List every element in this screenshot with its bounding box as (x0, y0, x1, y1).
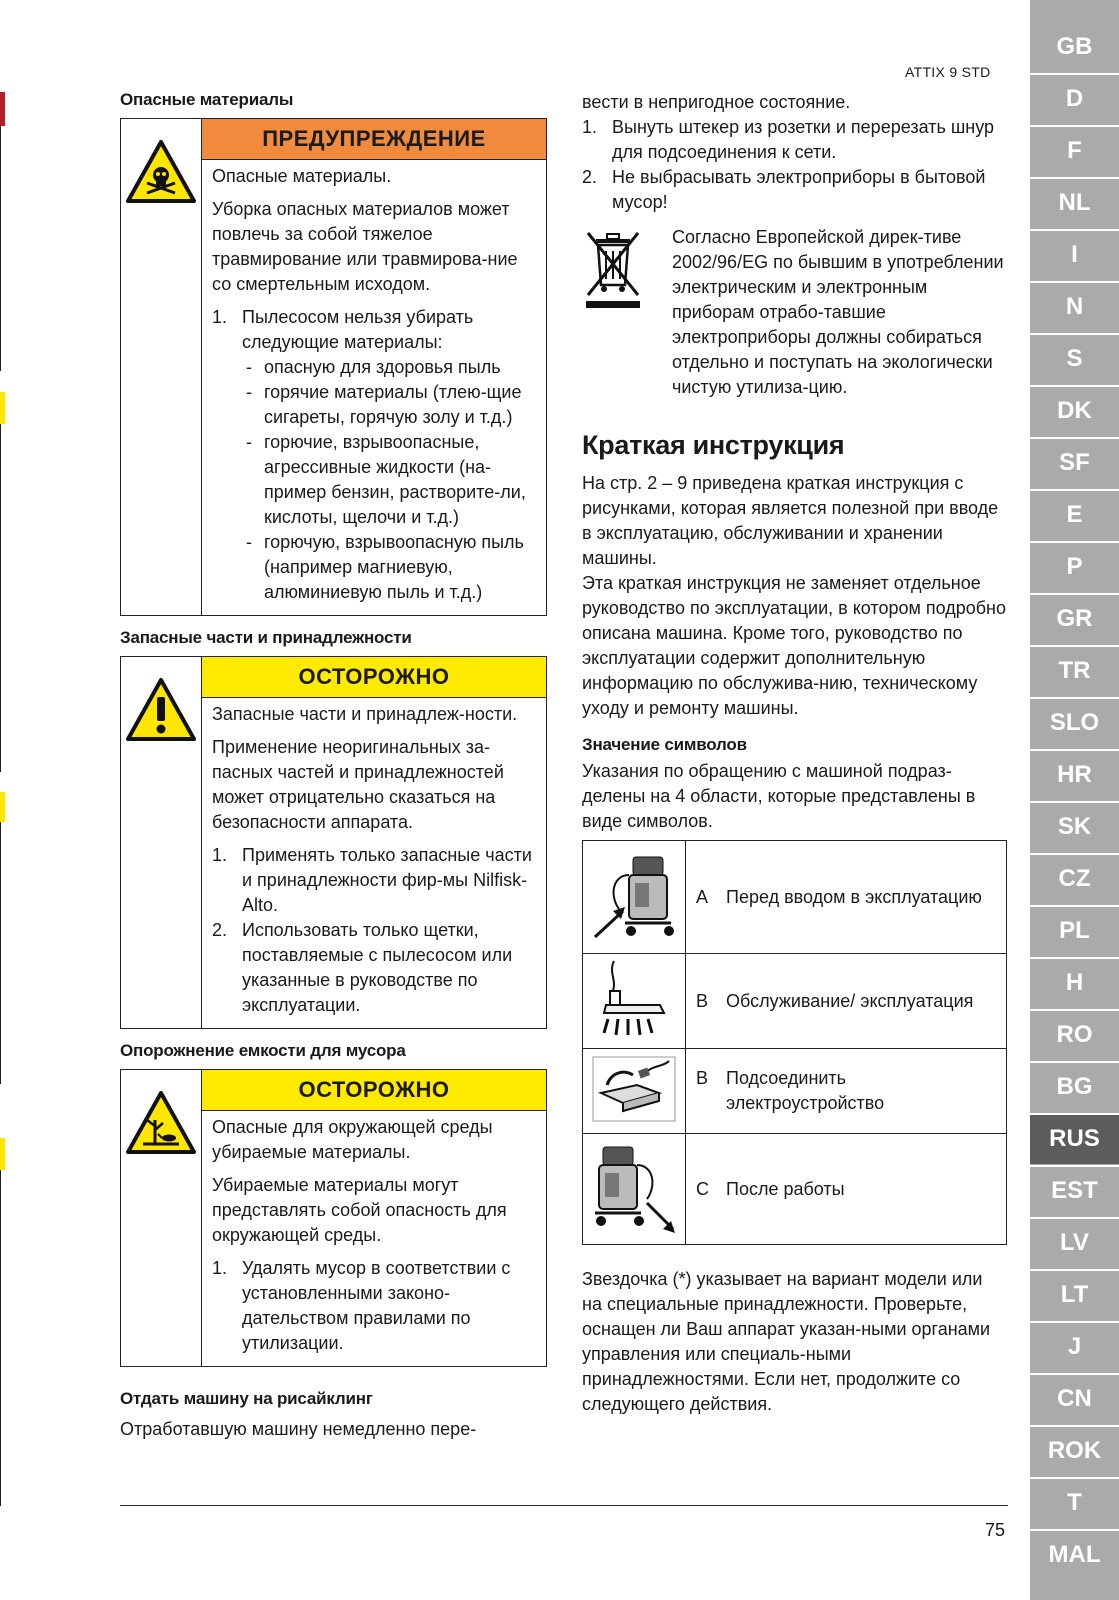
table-row (583, 1049, 1007, 1134)
body-text: принадлежностями. Если нет, продолжите со следующего действия. (582, 1369, 961, 1414)
warning-box (120, 118, 547, 616)
edge-line (0, 126, 1, 371)
environment-hazard-icon (125, 1090, 197, 1156)
section-subtitle: Запасные части и принадлежности (120, 628, 412, 647)
symbol-text-cell (686, 1134, 1007, 1245)
step-text: Использовать только щетки, поставляемые с пылесосом или указанные в руководстве по эксплуатации. (242, 920, 513, 1015)
language-tab-separator (1030, 1009, 1119, 1011)
language-tab-separator (1030, 1269, 1119, 1271)
left-column (120, 90, 547, 1442)
language-tab-mal[interactable]: MAL (1048, 1541, 1101, 1568)
language-tab-separator (1030, 801, 1119, 803)
step-text: Не выбрасывать электроприборы в бытовой мусор! (612, 167, 986, 212)
list-item: - горячие материалы (тлею-щие сигареты, горячую золу и т.д.) (242, 380, 536, 430)
language-tab-nl[interactable]: NL (1058, 189, 1091, 216)
language-tab-separator (1030, 1477, 1119, 1479)
language-tab-separator (1030, 229, 1119, 231)
language-tab-gb[interactable]: GB (1056, 33, 1093, 60)
language-tab-i[interactable]: I (1071, 241, 1078, 268)
language-tab-cz[interactable]: CZ (1058, 865, 1091, 892)
language-tab-separator (1030, 1061, 1119, 1063)
language-tab-separator (1030, 333, 1119, 335)
symbol-icon-cell (583, 841, 686, 954)
symbols-table (582, 840, 1007, 1245)
symbol-icon-cell (583, 954, 686, 1049)
caution-signal-word: ОСТОРОЖНО (202, 1070, 546, 1111)
table-row (583, 954, 1007, 1049)
body-text: На стр. 2 – 9 приведена краткая инструкция с рисунками, которая является полезной при вводе в эксплуатацию, обслуживании и хранении машины. (582, 473, 999, 568)
symbol-description: После работы (726, 1178, 845, 1199)
list-item: - опасную для здоровья пыль (242, 355, 536, 380)
language-tab-est[interactable]: EST (1051, 1177, 1098, 1204)
language-tab-j[interactable]: J (1067, 1333, 1082, 1360)
language-tab-s[interactable]: S (1066, 345, 1083, 372)
weee-notice (582, 225, 1007, 400)
language-tab-separator (1030, 853, 1119, 855)
language-tab-d[interactable]: D (1065, 85, 1084, 112)
step-text: Вынуть штекер из розетки и перерезать шнур для подсоединения к сети. (612, 117, 995, 162)
step-item (212, 305, 536, 605)
edge-mark (0, 92, 5, 126)
body-text: Звездочка (*) указывает на вариант модели или на специальные принадлежности. Проверьте, оснащен ли Ваш аппарат указан-ными органами управления или специаль-ными (582, 1269, 991, 1364)
warning-text: Опасные для окружающей среды убираемые материалы. (212, 1117, 493, 1162)
language-tab-n[interactable]: N (1065, 293, 1084, 320)
section-subtitle: Отдать машину на рисайклинг (120, 1389, 373, 1408)
language-tab-cn[interactable]: CN (1057, 1385, 1092, 1412)
warning-text: Убираемые материалы могут представлять собой опасность для окружающей среды. (212, 1175, 507, 1245)
language-tab-gr[interactable]: GR (1056, 605, 1093, 632)
language-tab-h[interactable]: H (1065, 969, 1084, 996)
symbol-text-cell (686, 954, 1007, 1049)
language-tab-p[interactable]: P (1066, 553, 1083, 580)
language-tab-hr[interactable]: HR (1057, 761, 1092, 788)
toxic-hazard-icon (125, 139, 197, 205)
language-tab-ro[interactable]: RO (1056, 1021, 1093, 1048)
language-tab-f[interactable]: F (1067, 137, 1082, 164)
floor-nozzle-icon (594, 959, 674, 1039)
section-subtitle: Опорожнение емкости для мусора (120, 1041, 406, 1060)
edge-line (0, 822, 1, 1084)
body-text: Отработавшую машину немедленно пере- (120, 1419, 477, 1439)
section-subtitle: Значение символов (582, 735, 747, 754)
step-item (212, 1256, 536, 1356)
language-tab-separator (1030, 749, 1119, 751)
symbol-letter: B (696, 1068, 709, 1088)
language-tab-separator (1030, 697, 1119, 699)
section-subtitle: Опасные материалы (120, 90, 294, 109)
language-tab-lv[interactable]: LV (1060, 1229, 1089, 1256)
language-tab-sf[interactable]: SF (1059, 449, 1090, 476)
step-item (582, 115, 1007, 165)
warning-icon-cell (121, 657, 202, 1028)
list-item: - горючие, взрывоопасные, агрессивные жидкости (на-пример бензин, растворите-ли, кислоты, щелочи и т.д.) (242, 430, 536, 530)
warning-text: Применение неоригинальных за-пасных частей и принадлежностей может отрицательно сказаться на безопасности аппарата. (212, 737, 504, 832)
symbol-letter: B (696, 990, 709, 1011)
caution-box (120, 1069, 547, 1367)
step-text: Пылесосом нельзя убирать следующие материалы: (242, 307, 474, 352)
language-tab-t[interactable]: T (1067, 1489, 1082, 1516)
language-tab-separator (1030, 1425, 1119, 1427)
step-number: 1. (212, 307, 228, 327)
body-text: вести в непригодное состояние. (582, 92, 851, 112)
caution-signal-word: ОСТОРОЖНО (202, 657, 546, 698)
language-tab-separator (1030, 905, 1119, 907)
language-tab-e[interactable]: E (1066, 501, 1083, 528)
symbol-description: Перед вводом в эксплуатацию (726, 886, 982, 907)
step-item (212, 918, 536, 1018)
edge-mark (0, 1138, 5, 1170)
step-number: 2. (212, 920, 228, 940)
language-tab-separator (1030, 177, 1119, 179)
exclamation-hazard-icon (125, 677, 197, 743)
model-name: ATTIX 9 STD (905, 64, 991, 80)
step-number: 1. (212, 1258, 228, 1278)
language-tab-separator (1030, 1373, 1119, 1375)
step-number: 1. (582, 117, 598, 137)
power-tool-icon (589, 1053, 679, 1125)
symbol-text-cell (686, 841, 1007, 954)
warning-icon-cell (121, 119, 202, 615)
step-item (582, 165, 1007, 215)
symbol-letter: A (696, 886, 709, 907)
weee-icon-cell (582, 225, 672, 400)
edge-mark (0, 392, 5, 424)
language-tab-separator (1030, 541, 1119, 543)
language-tab-bar (1030, 0, 1119, 1600)
warning-signal-word: ПРЕДУПРЕЖДЕНИЕ (202, 119, 546, 160)
section-title: Краткая инструкция (582, 430, 845, 460)
language-tab-separator (1030, 1113, 1119, 1115)
language-tab-separator (1030, 73, 1119, 75)
symbol-icon-cell (583, 1134, 686, 1245)
caution-box (120, 656, 547, 1029)
symbol-description: Обслуживание/ эксплуатация (726, 990, 974, 1011)
step-number: 2. (582, 167, 598, 187)
warning-text: Опасные материалы. (212, 166, 392, 186)
symbol-text-cell (686, 1049, 1007, 1134)
vacuum-after-icon (589, 1137, 679, 1237)
table-row (583, 1134, 1007, 1245)
language-tab-rus[interactable]: RUS (1030, 1114, 1119, 1164)
language-tab-separator (1030, 489, 1119, 491)
step-text: Применять только запасные части и принадлежности фир-мы Nilfisk-Alto. (242, 845, 532, 915)
vacuum-start-icon (589, 845, 679, 945)
list-item: - горючую, взрывоопасную пыль (например магниевую, алюминиевую пыль и т.д.) (242, 530, 536, 605)
edge-mark (0, 792, 5, 822)
crossed-bin-icon (582, 229, 644, 311)
language-tab-separator (1030, 1529, 1119, 1531)
language-tab-slo[interactable]: SLO (1049, 709, 1100, 736)
language-tab-separator (1030, 1165, 1119, 1167)
footer-rule (120, 1505, 1008, 1506)
language-tab-sk[interactable]: SK (1057, 813, 1092, 840)
language-tab-separator (1030, 957, 1119, 959)
language-tab-separator (1030, 645, 1119, 647)
body-text: Указания по обращению с машиной подраз-делены на 4 области, которые представлены в виде символов. (582, 761, 976, 831)
language-tab-separator (1030, 1321, 1119, 1323)
warning-text: Запасные части и принадлеж-ности. (212, 704, 518, 724)
step-text: Удалять мусор в соответствии с установленными законо-дательством правилами по утилизации. (242, 1258, 511, 1353)
language-tab-separator (1030, 437, 1119, 439)
language-tab-bg[interactable]: BG (1056, 1073, 1093, 1100)
language-tab-dk[interactable]: DK (1057, 397, 1092, 424)
edge-line (0, 1170, 1, 1506)
warning-icon-cell (121, 1070, 202, 1366)
language-tab-separator (1030, 281, 1119, 283)
symbol-description: Подсоединить электроустройство (726, 1068, 885, 1113)
edge-line (0, 424, 1, 772)
symbol-letter: C (696, 1178, 709, 1199)
language-tab-separator (1030, 125, 1119, 127)
language-tab-separator (1030, 593, 1119, 595)
step-number: 1. (212, 845, 228, 865)
language-tab-rok[interactable]: ROK (1047, 1437, 1102, 1464)
page-number: 75 (985, 1520, 1006, 1540)
weee-text: Согласно Европейской дирек-тиве 2002/96/EG по бывшим в употреблении электрическим и электронным приборам отрабо-тавшие электроприборы должны собираться отдельно и поступать на экологически чистую утилиза-цию. (672, 227, 1004, 397)
right-column (582, 90, 1007, 1417)
language-tab-pl[interactable]: PL (1059, 917, 1090, 944)
step-item (212, 843, 536, 918)
language-tab-tr[interactable]: TR (1058, 657, 1091, 684)
warning-text: Уборка опасных материалов может повлечь за собой тяжелое травмирование или травмирова-ние со смертельным исходом. (212, 199, 518, 294)
language-tab-separator (1030, 1217, 1119, 1219)
language-tab-separator (1030, 385, 1119, 387)
language-tab-lt[interactable]: LT (1060, 1281, 1089, 1308)
body-text: Эта краткая инструкция не заменяет отдельное руководство по эксплуатации, в котором подробно описана машина. Кроме того, руководство по эксплуатации содержит дополнительную информацию по обслужива-нию, техническому уходу и ремонту машины. (582, 573, 1007, 718)
table-row (583, 841, 1007, 954)
symbol-icon-cell (583, 1049, 686, 1134)
